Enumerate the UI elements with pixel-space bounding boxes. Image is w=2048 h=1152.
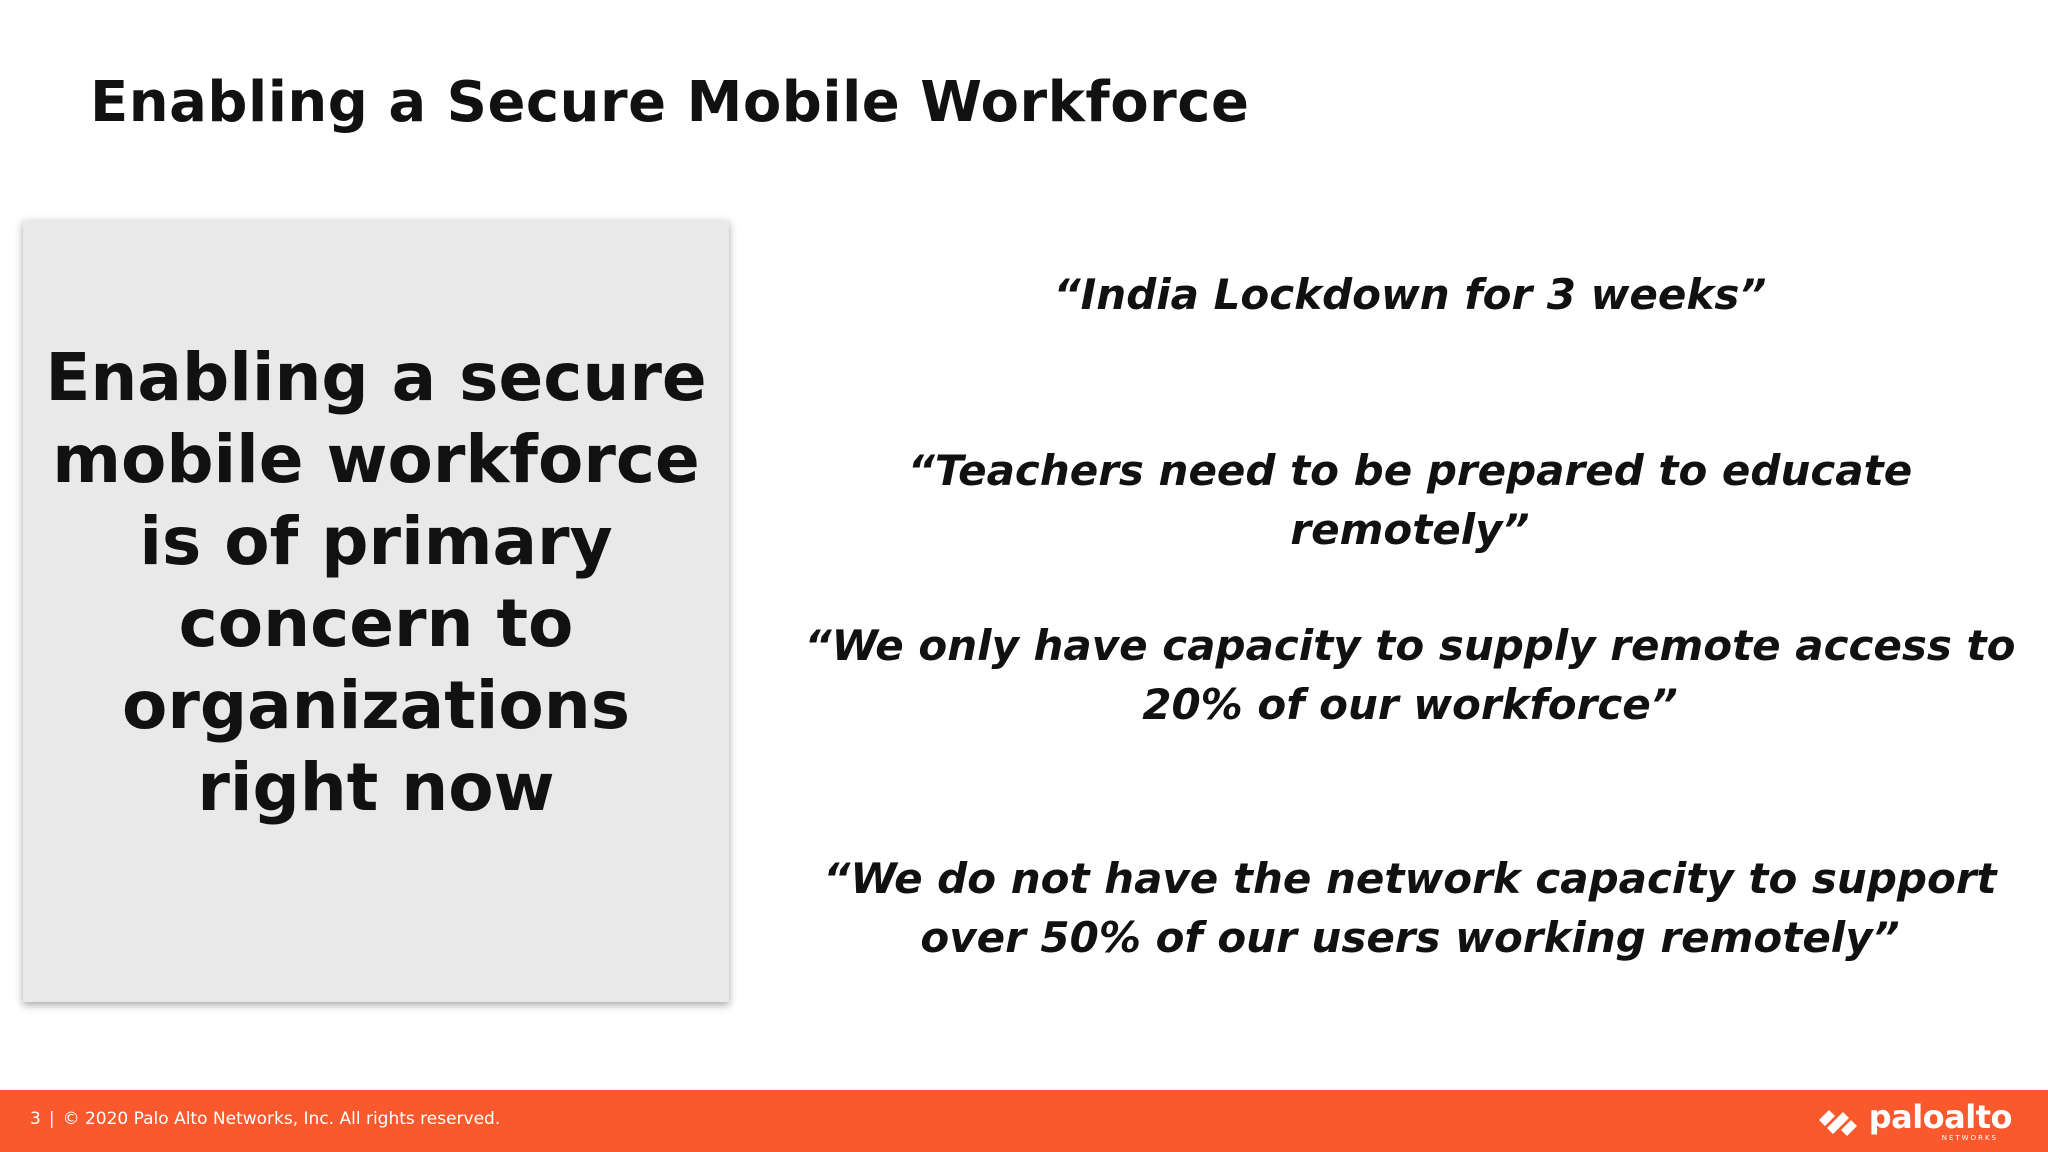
quote-list bbox=[790, 0, 2030, 1090]
page-number: 3 bbox=[30, 1109, 41, 1129]
paloalto-logo-icon bbox=[1817, 1102, 1863, 1138]
callout-box bbox=[23, 220, 729, 1002]
quote-item: “Teachers need to be prepared to educate remotely” bbox=[907, 446, 1913, 554]
slide-title: Enabling a Secure Mobile Workforce bbox=[90, 70, 1250, 135]
logo-wordmark bbox=[1869, 1100, 2012, 1142]
footer-text bbox=[30, 1109, 500, 1129]
logo-subtext: NETWORKS bbox=[1941, 1134, 1998, 1142]
quote-item: “We do not have the network capacity to support over 50% of our users working remotely” bbox=[823, 854, 1997, 962]
footer-separator: | bbox=[48, 1109, 55, 1129]
footer-bar bbox=[0, 1090, 2048, 1152]
callout-text: Enabling a secure mobile workforce is of primary concern to organizations right now bbox=[45, 339, 707, 826]
logo-name: paloalto bbox=[1868, 1098, 2012, 1136]
quote-item: “India Lockdown for 3 weeks” bbox=[1053, 270, 1767, 319]
copyright-text: © 2020 Palo Alto Networks, Inc. All rights reserved. bbox=[62, 1109, 501, 1129]
quote-item: “We only have capacity to supply remote access to 20% of our workforce” bbox=[804, 621, 2016, 729]
paloalto-logo bbox=[1817, 1100, 2012, 1144]
